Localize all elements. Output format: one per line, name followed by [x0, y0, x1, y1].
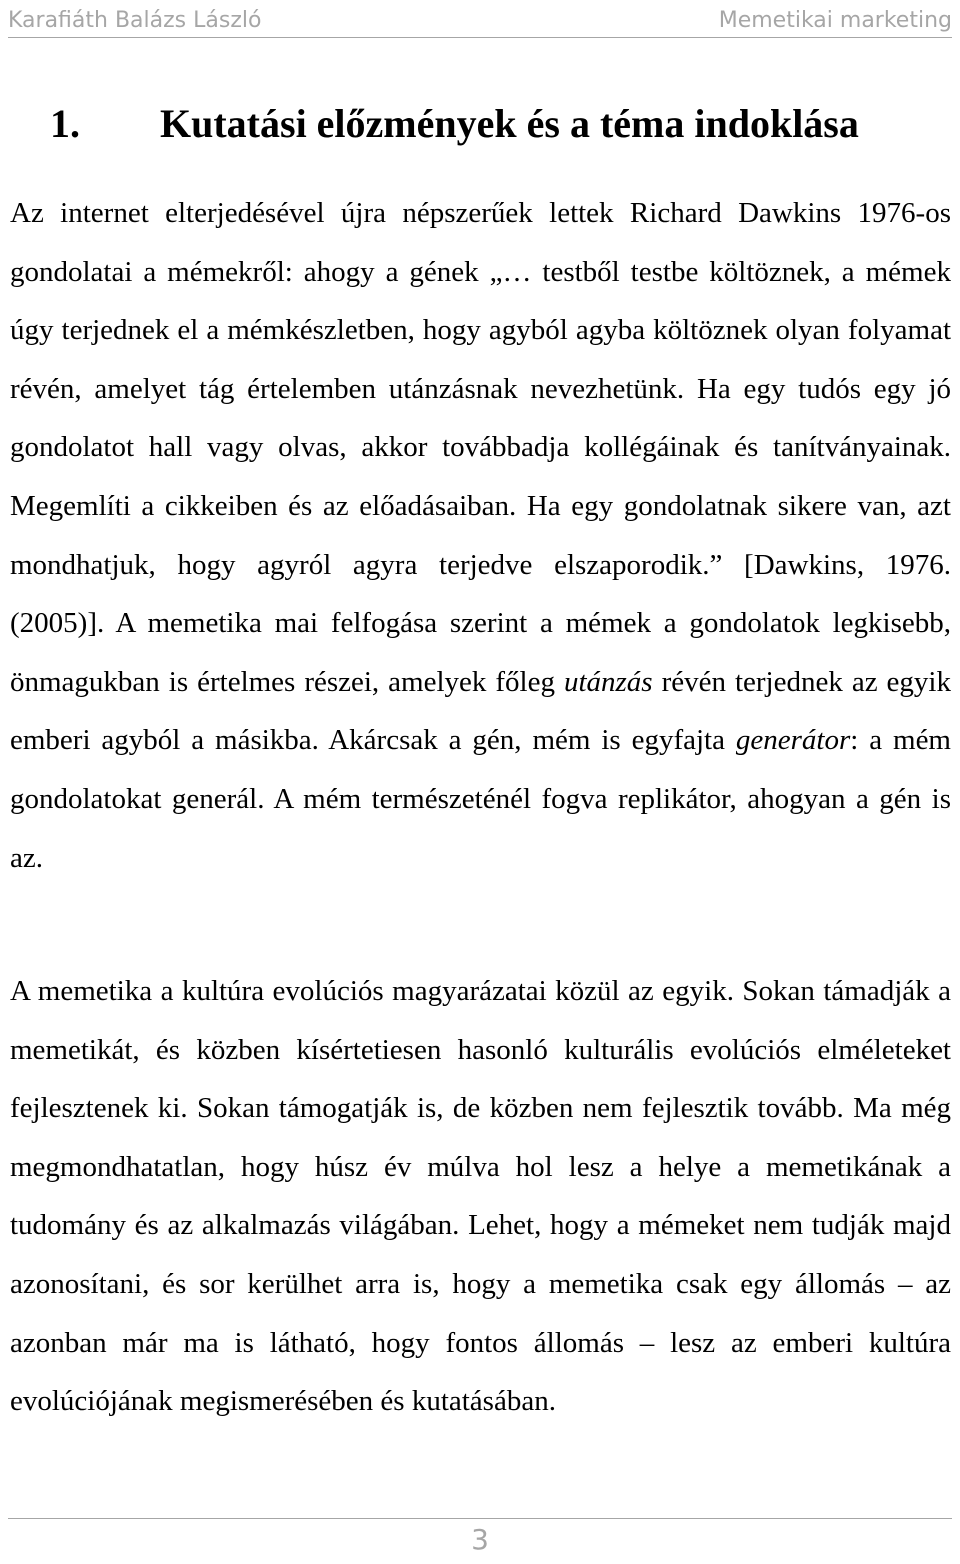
- paragraph-1-text-part-3: : a mém gondolatokat generál. A mém természeténél fogva replikátor, ahogyan a gén is az.: [10, 724, 951, 874]
- emphasis-utanzas: utánzás: [563, 665, 653, 698]
- chapter-title: Kutatási előzmények és a téma indoklása: [160, 101, 859, 146]
- emphasis-generator: generátor: [735, 724, 851, 757]
- footer-divider: [8, 1518, 952, 1519]
- body-paragraph-1: [10, 184, 951, 887]
- paragraph-1-text-part-2: révén terjednek az egyik emberi agyból a másikba. Akárcsak a gén, mém is egyfajta: [10, 665, 951, 757]
- header-document-title: Memetikai marketing: [718, 8, 952, 33]
- body-paragraph-2: A memetika a kultúra evolúciós magyarázatai közül az egyik. Sokan támadják a memetikát, és közben kísértetiesen hasonló kulturális evolúciós elméleteket fejlesztenek ki. Sokan támogatják is, de közben nem fejlesztik tovább. Ma még megmondhatatlan, hogy húsz év múlva hol lesz a helye a memetikának a tudomány és az alkalmazás világában. Lehet, hogy a mémeket nem tudják majd azonosítani, és sor kerülhet arra is, hogy a memetika csak egy állomás – az azonban már ma is látható, hogy fontos állomás – lesz az emberi kultúra evolúciójának megismerésében és kutatásában.: [10, 975, 951, 1418]
- running-header: [8, 0, 952, 38]
- header-author: Karafiáth Balázs László: [8, 8, 262, 33]
- paragraph-1-text-part-1: Az internet elterjedésével újra népszerűek lettek Richard Dawkins 1976-os gondolatai a mémekről: ahogy a gének „… testből testbe költöznek, a mémek úgy terjednek el a mémkészletben, hogy agyból agyba költöznek olyan folyamat révén, amelyet tág értelemben utánzásnak nevezhetünk. Ha egy tudós egy jó gondolatot hall vagy olvas, akkor továbbadja kollégáinak és tanítványainak. Megemlíti a cikkeiben és az előadásaiban. Ha egy gondolatnak sikere van, azt mondhatjuk, hogy agyról agyra terjedve elszaporodik.” [Dawkins, 1976. (2005)]. A memetika mai felfogása szerint a mémek a gondolatok legkisebb, önmagukban is értelmes részei, amelyek főleg: [10, 197, 951, 698]
- chapter-number: 1.: [50, 101, 80, 146]
- chapter-heading: [50, 100, 859, 147]
- page-number: 3: [471, 1523, 489, 1556]
